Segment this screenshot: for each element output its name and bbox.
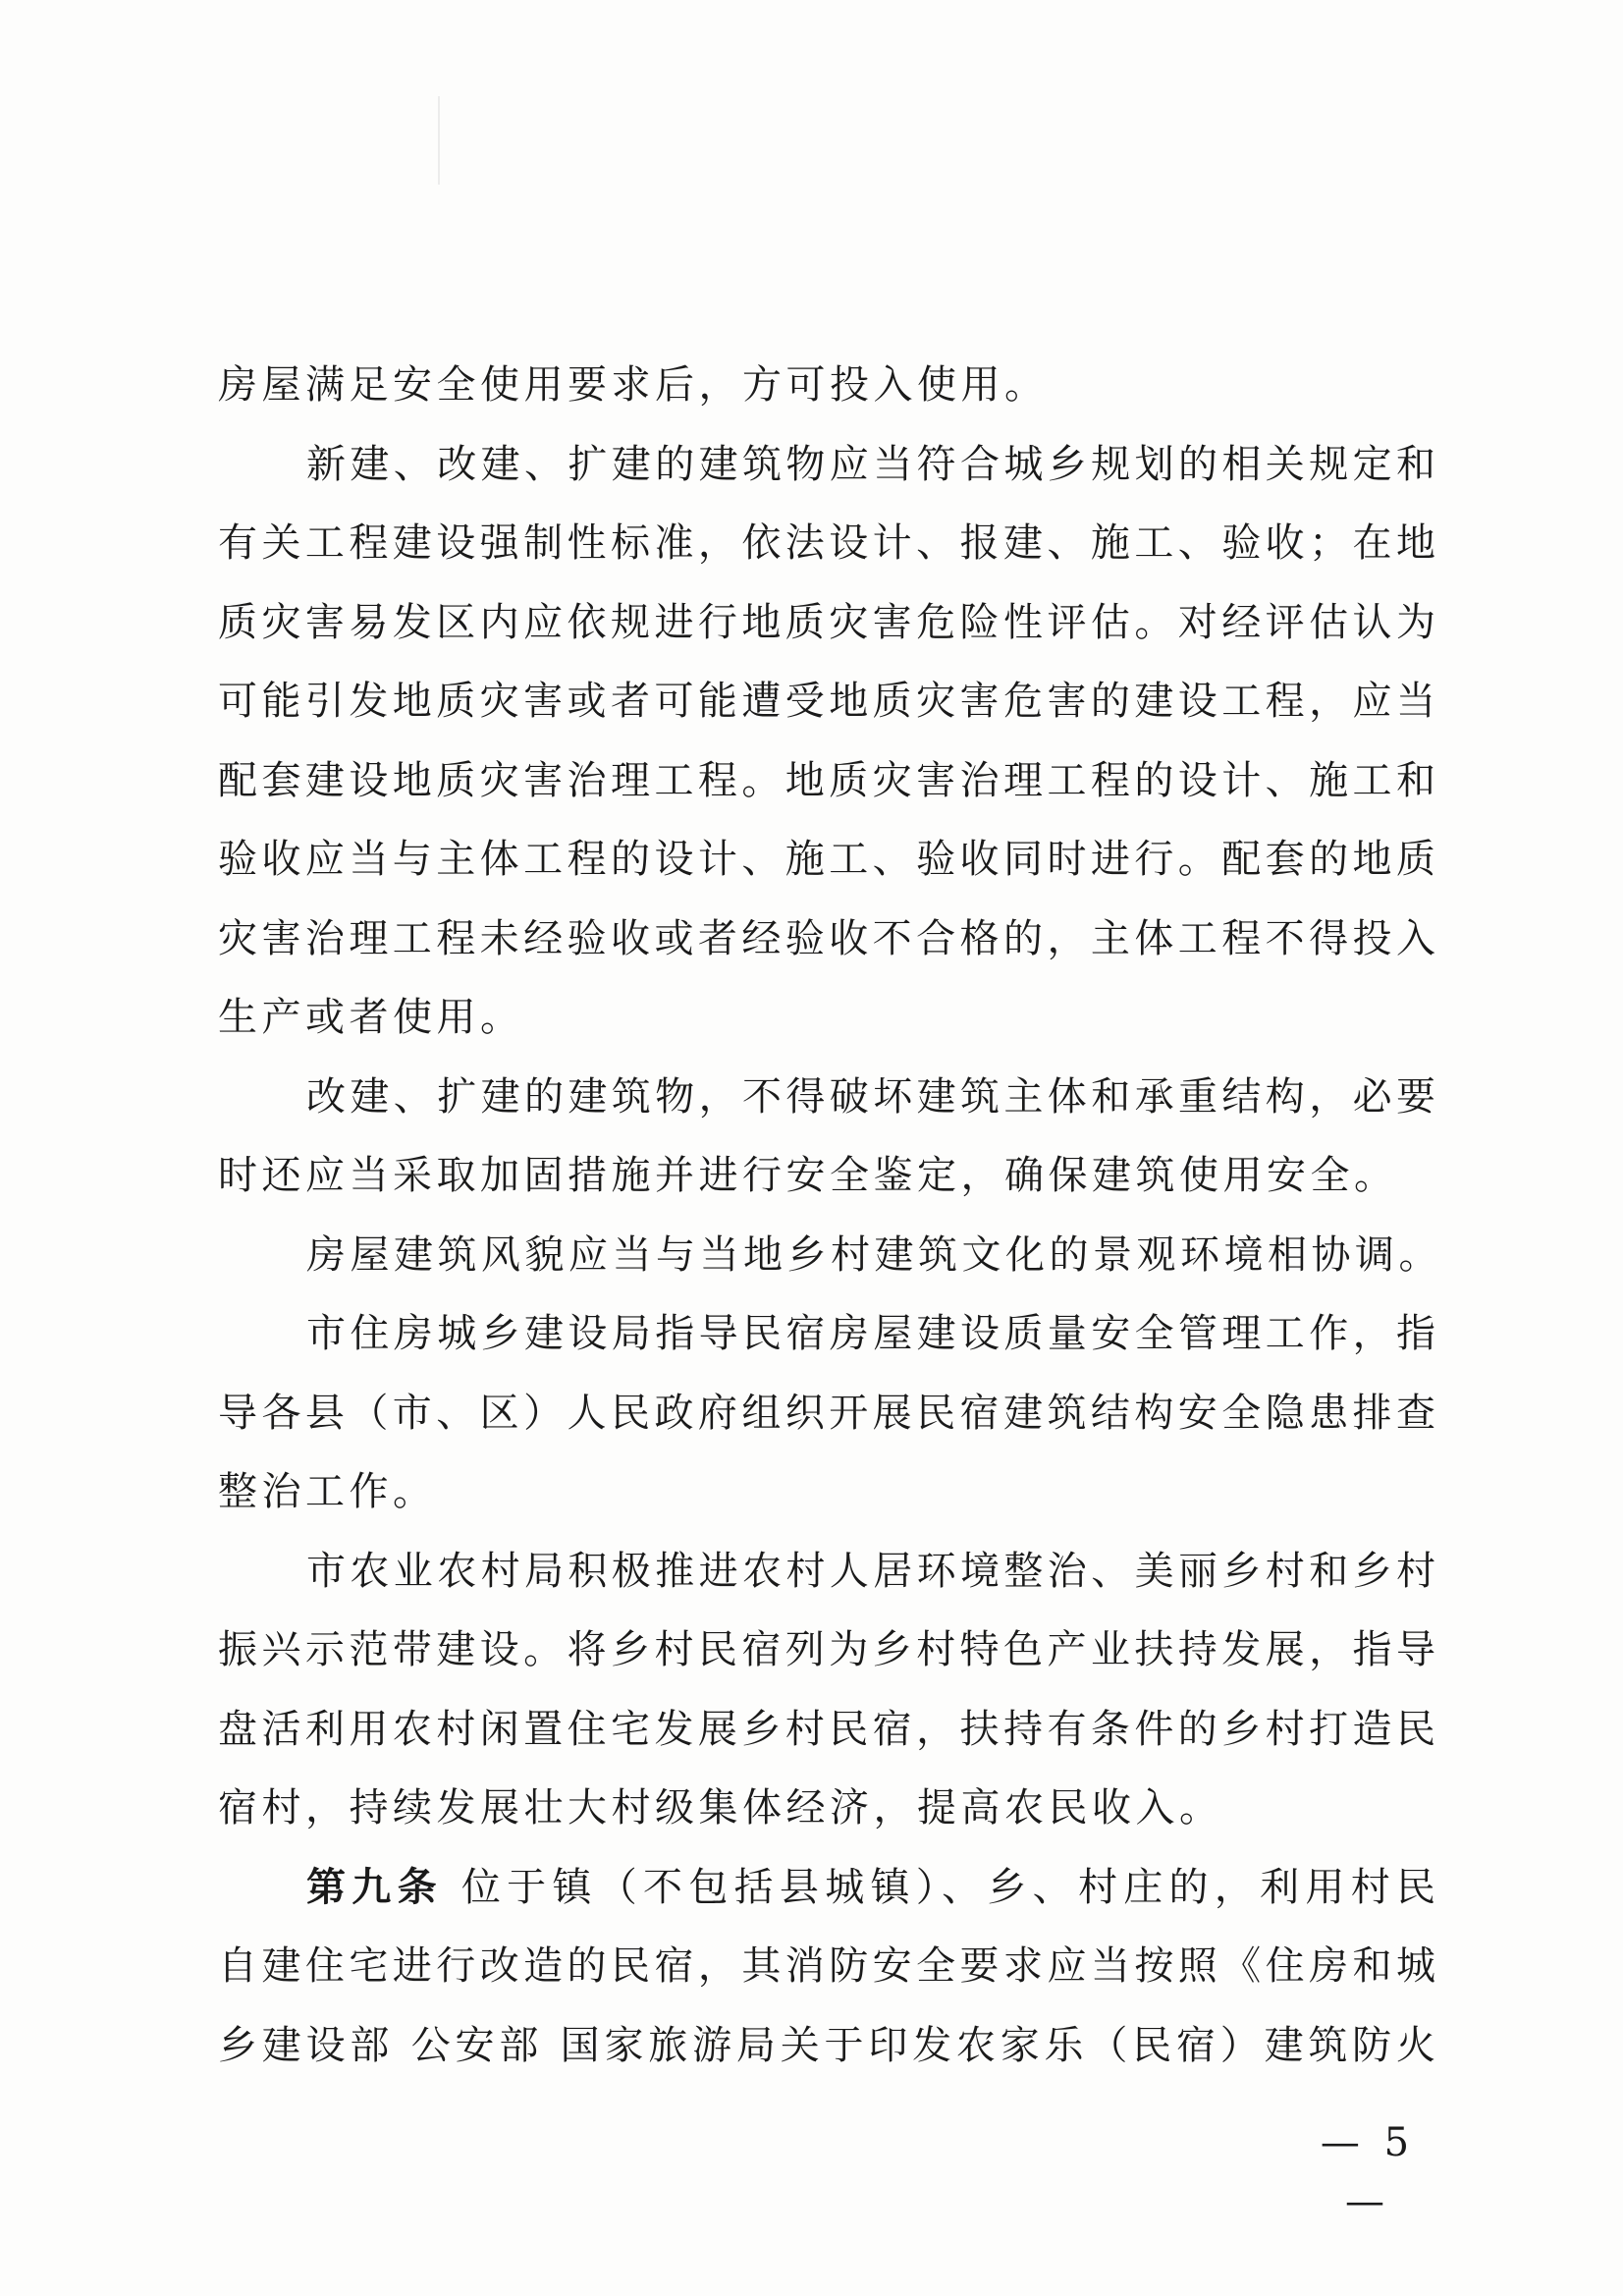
text-line	[218, 1136, 1435, 1216]
text-line	[218, 662, 1435, 741]
text-line	[218, 1690, 1435, 1770]
text-line-content: 验收应当与主体工程的设计、施工、验收同时进行。配套的地质	[218, 837, 1435, 882]
text-line-content: 振兴示范带建设。将乡村民宿列为乡村特色产业扶持发展，指导	[218, 1627, 1435, 1672]
text-line	[218, 2006, 1435, 2086]
text-line	[218, 1216, 1442, 1295]
text-line-content: 时还应当采取加固措施并进行安全鉴定，确保建筑使用安全。	[218, 1153, 1398, 1198]
text-line-content: 改建、扩建的建筑物，不得破坏建筑主体和承重结构，必要	[306, 1073, 1435, 1120]
text-line-content: 市住房城乡建设局指导民宿房屋建设质量安全管理工作，指	[306, 1311, 1435, 1356]
text-line	[218, 741, 1435, 821]
text-line	[218, 1532, 1435, 1612]
text-line-content: 房屋满足安全使用要求后，方可投入使用。	[218, 362, 1049, 408]
text-line	[218, 1058, 1435, 1137]
text-line-content: 质灾害易发区内应依规进行地质灾害危险性评估。对经评估认为	[218, 599, 1435, 645]
text-line-content: 自建住宅进行改造的民宿，其消防安全要求应当按照《住房和城	[218, 1943, 1435, 1989]
text-line	[218, 504, 1435, 583]
text-line	[218, 346, 1435, 425]
text-line	[218, 1294, 1435, 1374]
text-line-content: 导各县（市、区）人民政府组织开展民宿建筑结构安全隐患排查	[218, 1390, 1435, 1436]
text-line-content: 市农业农村局积极推进农村人居环境整治、美丽乡村和乡村	[306, 1548, 1435, 1594]
text-line-content: 宿村，持续发展壮大村级集体经济，提高农民收入。	[218, 1785, 1223, 1831]
text-line-content: 整治工作。	[218, 1469, 437, 1514]
text-line-content: 新建、改建、扩建的建筑物应当符合城乡规划的相关规定和	[306, 441, 1435, 487]
text-line-content: 配套建设地质灾害治理工程。地质灾害治理工程的设计、施工和	[218, 757, 1435, 803]
text-line	[218, 820, 1435, 900]
text-line	[218, 425, 1435, 505]
text-line-content: 乡建设部 公安部 国家旅游局关于印发农家乐（民宿）建筑防火	[218, 2022, 1435, 2068]
text-line-content: 有关工程建设强制性标准，依法设计、报建、施工、验收；在地	[218, 520, 1435, 566]
text-line	[218, 1374, 1435, 1453]
text-line	[218, 1611, 1435, 1690]
body-text	[218, 346, 1442, 2085]
text-line	[218, 900, 1435, 979]
text-line	[218, 1927, 1435, 2006]
article-heading: 第九条	[306, 1864, 443, 1910]
text-line	[218, 978, 1435, 1058]
text-line-content: 可能引发地质灾害或者可能遭受地质灾害危害的建设工程，应当	[218, 679, 1435, 724]
text-line	[218, 1848, 1435, 1928]
page-number: — 5 —	[1320, 2120, 1416, 2224]
scan-artifact	[438, 96, 440, 185]
text-line	[218, 1769, 1435, 1848]
text-line	[218, 1452, 1435, 1532]
text-line-content: 灾害治理工程未经验收或者经验收不合格的，主体工程不得投入	[218, 915, 1435, 961]
text-line-content: 位于镇（不包括县城镇）、乡、村庄的，利用村民	[442, 1864, 1435, 1910]
text-line	[218, 583, 1435, 663]
text-line-content: 盘活利用农村闲置住宅发展乡村民宿，扶持有条件的乡村打造民	[218, 1706, 1435, 1752]
text-line-content: 房屋建筑风貌应当与当地乡村建筑文化的景观环境相协调。	[306, 1231, 1442, 1278]
text-line-content: 生产或者使用。	[218, 995, 524, 1040]
